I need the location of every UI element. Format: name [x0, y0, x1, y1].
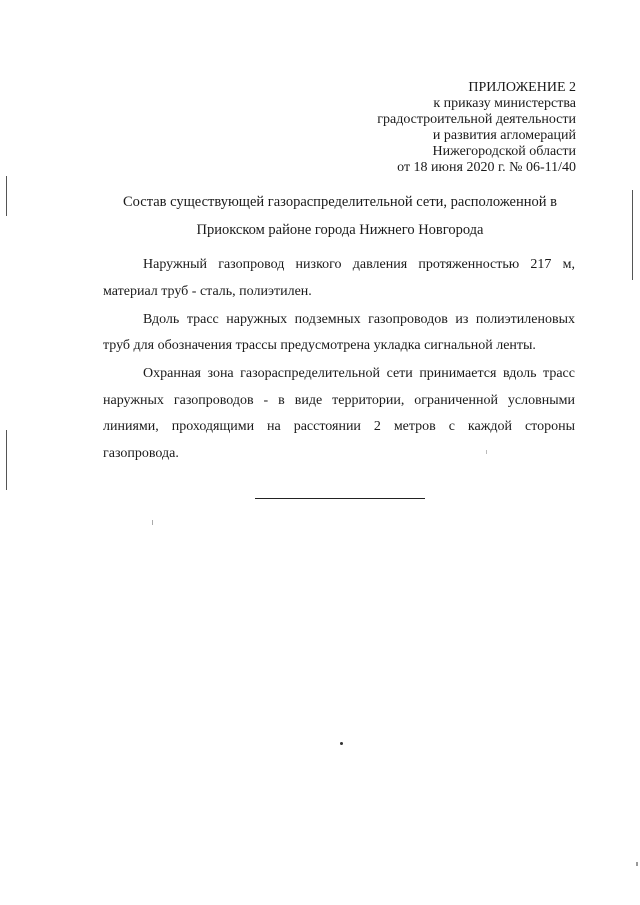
appendix-order-ref: к приказу министерства: [433, 96, 576, 111]
scan-artifact: [636, 862, 638, 866]
document-body: [103, 252, 575, 469]
title-line-1: Состав существующей газораспределительной сети, расположенной в: [123, 194, 557, 210]
paragraph-pipeline: Наружный газопровод низкого давления протяженностью 217 м, материал труб - сталь, полиэтилен.: [103, 257, 575, 299]
scan-artifact: [340, 742, 343, 745]
scan-artifact: [152, 520, 153, 525]
appendix-ministry-line-2: и развития агломераций: [432, 128, 576, 143]
appendix-ministry-line: градостроительной деятельности: [377, 112, 576, 127]
appendix-region: Нижегородской области: [432, 144, 576, 159]
paragraph-protection-zone: Охранная зона газораспределительной сети принимается вдоль трасс наружных газопроводов - в виде территории, ограниченной условными линиями, проходящими на расстоянии 2 метров с каждой стороны газопровода.: [103, 366, 575, 461]
appendix-date-number: от 18 июня 2020 г. № 06-11/40: [397, 160, 576, 175]
paragraph-signal-tape: Вдоль трасс наружных подземных газопроводов из полиэтиленовых труб для обозначения трассы предусмотрена укладка сигнальной ленты.: [103, 311, 575, 353]
title-line-2: Приокском районе города Нижнего Новгорода: [196, 222, 484, 238]
appendix-header: [377, 80, 576, 176]
appendix-number: ПРИЛОЖЕНИЕ 2: [468, 80, 576, 95]
document-title: [100, 188, 580, 244]
scan-artifact: [6, 430, 7, 490]
end-divider: [255, 498, 425, 499]
scan-artifact: [486, 450, 487, 454]
scan-artifact: [6, 176, 7, 216]
scan-artifact: [632, 190, 633, 280]
